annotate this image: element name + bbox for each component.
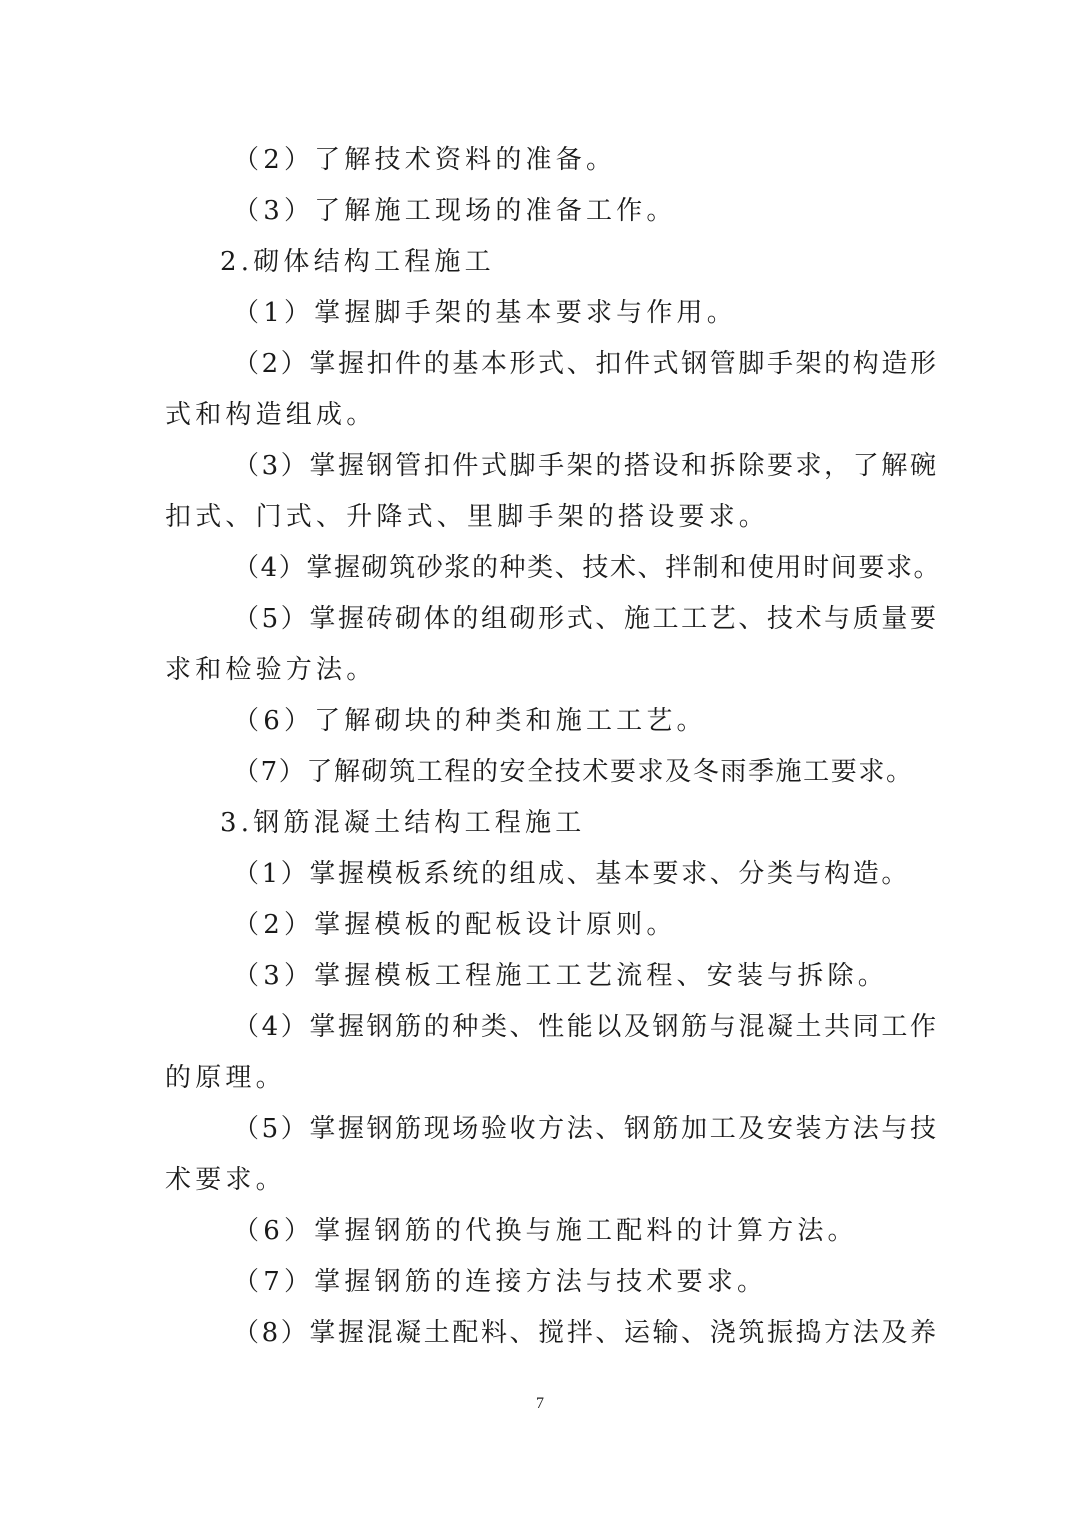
text-line: （5）掌握钢筋现场验收方法、钢筋加工及安装方法与技 — [233, 1114, 939, 1144]
text-line: （1）掌握脚手架的基本要求与作用。 — [233, 298, 737, 328]
text-line: （6）掌握钢筋的代换与施工配料的计算方法。 — [233, 1216, 858, 1246]
text-line: （7）了解砌筑工程的安全技术要求及冬雨季施工要求。 — [233, 757, 914, 787]
text-line: （2）掌握模板的配板设计原则。 — [233, 910, 677, 940]
text-line: （3）了解施工现场的准备工作。 — [233, 196, 677, 226]
page-number: 7 — [536, 1395, 544, 1412]
body-text — [165, 135, 942, 1359]
text-line: 的原理。 — [165, 1063, 286, 1093]
text-line: （3）掌握模板工程施工工艺流程、安装与拆除。 — [233, 961, 888, 991]
text-line: （7）掌握钢筋的连接方法与技术要求。 — [233, 1267, 768, 1297]
text-line: （1）掌握模板系统的组成、基本要求、分类与构造。 — [233, 859, 910, 889]
text-line: 术要求。 — [165, 1165, 286, 1195]
text-line: 式和构造组成。 — [165, 400, 377, 430]
text-line: （2）掌握扣件的基本形式、扣件式钢管脚手架的构造形 — [233, 349, 939, 379]
text-line: 扣式、门式、升降式、里脚手架的搭设要求。 — [165, 502, 770, 532]
text-line: （8）掌握混凝土配料、搅拌、运输、浇筑振捣方法及养 — [233, 1318, 939, 1348]
text-line: （4）掌握砌筑砂浆的种类、技术、拌制和使用时间要求。 — [233, 553, 942, 583]
text-line: （2）了解技术资料的准备。 — [233, 145, 617, 175]
section-heading: 2.砌体结构工程施工 — [220, 247, 495, 277]
section-heading: 3.钢筋混凝土结构工程施工 — [220, 808, 586, 838]
text-line: 求和检验方法。 — [165, 655, 377, 685]
text-line: （6）了解砌块的种类和施工工艺。 — [233, 706, 707, 736]
text-line: （5）掌握砖砌体的组砌形式、施工工艺、技术与质量要 — [233, 604, 939, 634]
text-line: （3）掌握钢管扣件式脚手架的搭设和拆除要求，了解碗 — [233, 451, 939, 481]
text-line: （4）掌握钢筋的种类、性能以及钢筋与混凝土共同工作 — [233, 1012, 939, 1042]
